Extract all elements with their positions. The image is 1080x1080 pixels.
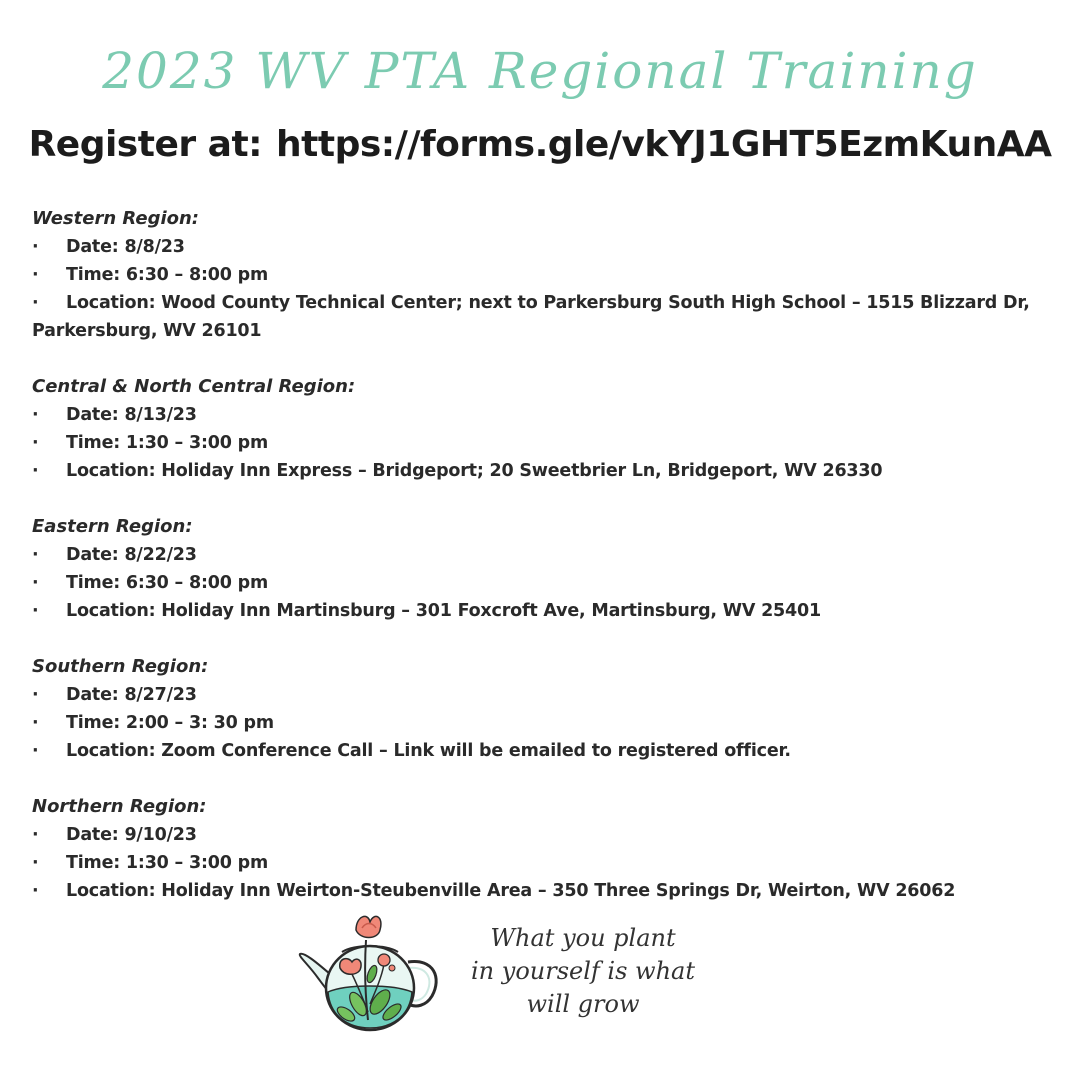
region-detail-text: Location: Zoom Conference Call – Link will be emailed to registered officer. (66, 741, 791, 761)
region-detail-line (32, 877, 1052, 905)
region-detail-text: Date: 8/13/23 (66, 405, 197, 425)
quote (448, 922, 718, 1021)
region-detail-line (32, 429, 1052, 457)
region-block (32, 373, 1052, 485)
register-line (0, 124, 1080, 165)
region-block (32, 793, 1052, 905)
region-detail-text: Time: 1:30 – 3:00 pm (66, 853, 268, 873)
region-detail-line (32, 821, 1052, 849)
regions-list (32, 205, 1052, 933)
region-name: Central & North Central Region: (32, 376, 356, 397)
region-detail-line (32, 849, 1052, 877)
quote-line-2: in yourself is what (471, 957, 695, 985)
bullet-icon: · (32, 545, 39, 565)
region-detail-text: Location: Wood County Technical Center; next to Parkersburg South High School – 1515 Blizzard Dr, (66, 293, 1030, 313)
bullet-icon: · (32, 293, 39, 313)
page-title: 2023 WV PTA Regional Training (102, 42, 978, 100)
region-detail-text: Date: 8/27/23 (66, 685, 197, 705)
register-label: Register at: (28, 124, 263, 165)
region-detail-line (32, 709, 1052, 737)
region-detail-line (32, 597, 1052, 625)
region-detail-line (32, 401, 1052, 429)
region-name: Northern Region: (32, 796, 207, 817)
register-url[interactable]: https://forms.gle/vkYJ1GHT5EzmKunAA (276, 124, 1052, 165)
region-detail-text: Date: 9/10/23 (66, 825, 197, 845)
region-block (32, 513, 1052, 625)
region-detail-line (32, 541, 1052, 569)
region-detail-text: Time: 6:30 – 8:00 pm (66, 265, 268, 285)
region-detail-line (32, 289, 1052, 317)
region-detail-continuation: Parkersburg, WV 26101 (32, 321, 262, 341)
region-detail-line (32, 737, 1052, 765)
bullet-icon: · (32, 265, 39, 285)
bullet-icon: · (32, 573, 39, 593)
bullet-icon: · (32, 881, 39, 901)
region-detail-line (32, 681, 1052, 709)
region-detail-text: Location: Holiday Inn Martinsburg – 301 Foxcroft Ave, Martinsburg, WV 25401 (66, 601, 821, 621)
region-detail-text: Location: Holiday Inn Express – Bridgeport; 20 Sweetbrier Ln, Bridgeport, WV 26330 (66, 461, 883, 481)
bullet-icon: · (32, 433, 39, 453)
bullet-icon: · (32, 713, 39, 733)
region-detail-line (32, 233, 1052, 261)
bullet-icon: · (32, 825, 39, 845)
region-block (32, 653, 1052, 765)
region-name: Eastern Region: (32, 516, 193, 537)
region-detail-line (32, 569, 1052, 597)
region-name: Western Region: (32, 208, 200, 229)
region-detail-text: Date: 8/22/23 (66, 545, 197, 565)
bullet-icon: · (32, 741, 39, 761)
region-detail-line (32, 261, 1052, 289)
region-detail-text: Location: Holiday Inn Weirton-Steubenville Area – 350 Three Springs Dr, Weirton, WV 26062 (66, 881, 956, 901)
region-detail-text: Time: 1:30 – 3:00 pm (66, 433, 268, 453)
region-detail-text: Time: 2:00 – 3: 30 pm (66, 713, 274, 733)
bullet-icon: · (32, 461, 39, 481)
teapot-with-flowers-icon (296, 912, 446, 1038)
region-detail-line (32, 457, 1052, 485)
bullet-icon: · (32, 405, 39, 425)
region-block (32, 205, 1052, 345)
bullet-icon: · (32, 685, 39, 705)
region-detail-text: Date: 8/8/23 (66, 237, 185, 257)
bullet-icon: · (32, 237, 39, 257)
bullet-icon: · (32, 853, 39, 873)
region-detail-text: Time: 6:30 – 8:00 pm (66, 573, 268, 593)
quote-line-3: will grow (526, 990, 640, 1018)
bullet-icon: · (32, 601, 39, 621)
region-name: Southern Region: (32, 656, 209, 677)
quote-line-1: What you plant (490, 924, 676, 952)
